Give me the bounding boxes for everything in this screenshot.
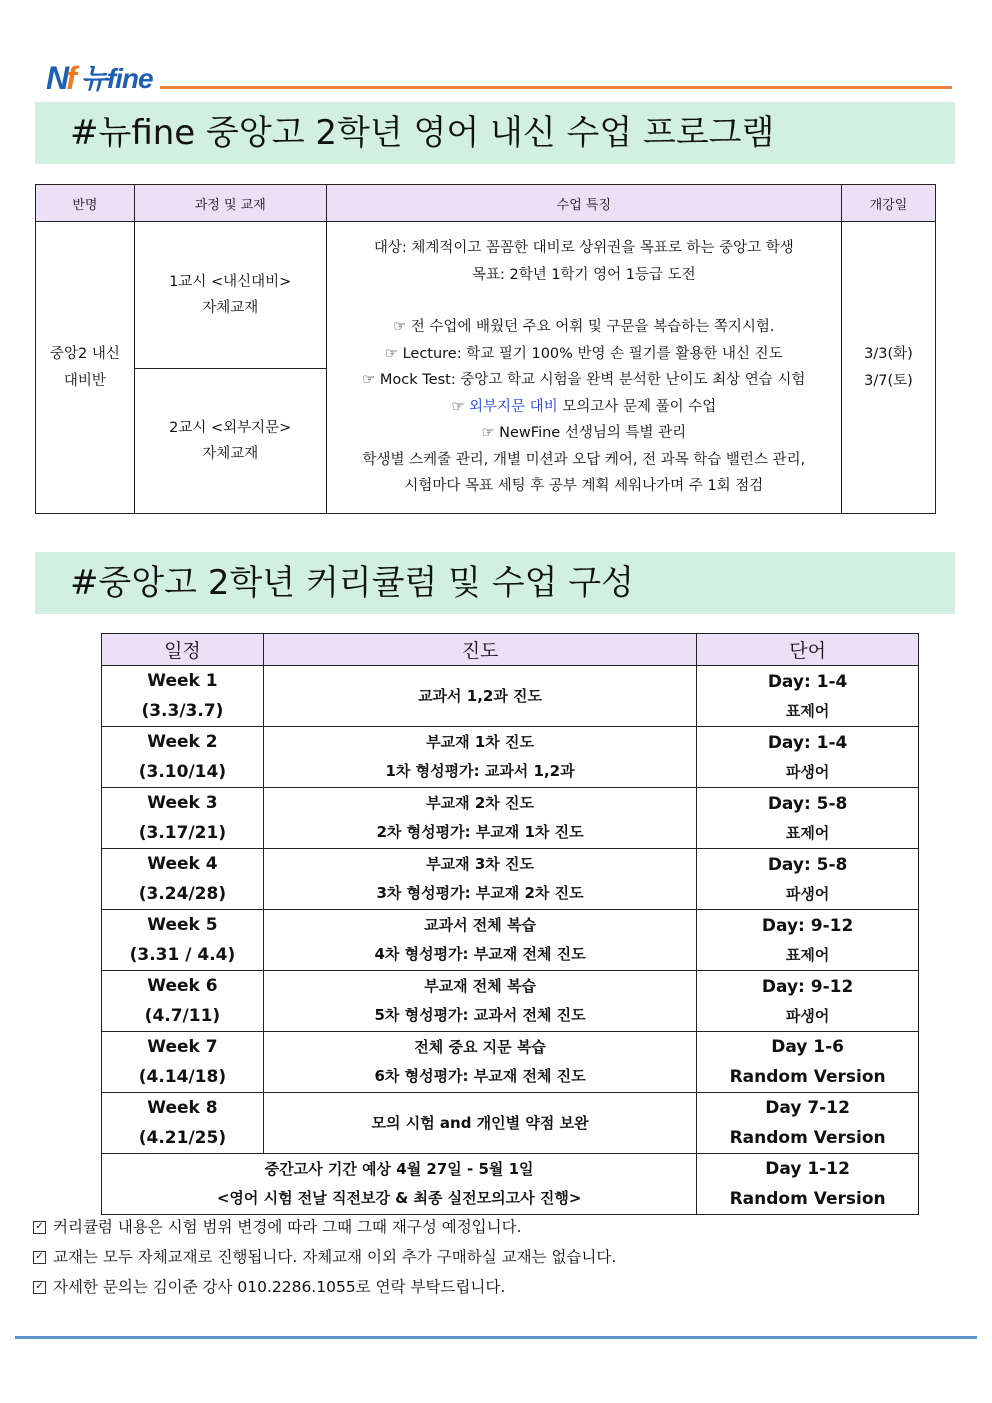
table-row: Week 5 (3.31 / 4.4) 교과서 전체 복습 4차 형성평가: 부교재 전체 진도 Day: 9-12 표제어 (102, 910, 919, 971)
footer-divider (15, 1336, 977, 1339)
curriculum-table-header (102, 634, 919, 666)
course-2-cell: 2교시 <외부지문> 자체교재 (134, 369, 326, 514)
table-row: Week 7 (4.14/18) 전체 중요 지문 복습 6차 형성평가: 부교재 전체 진도 Day 1-6 Random Version (102, 1032, 919, 1093)
table-row: Week 8 (4.21/25) 모의 시험 and 개인별 약점 보완 Day 7-12 Random Version (102, 1093, 919, 1154)
class-name-cell: 중앙2 내신 대비반 (36, 222, 135, 514)
course-1-cell: 1교시 <내신대비> 자체교재 (134, 222, 326, 369)
logo-text: 뉴fine (80, 63, 153, 94)
checkbox-icon: ✓ (33, 1221, 46, 1234)
logo (46, 60, 153, 94)
table-row: Week 1 (3.3/3.7) 교과서 1,2과 진도 Day: 1-4 표제어 (102, 666, 919, 727)
header-progress: 진도 (263, 634, 696, 666)
header-divider (160, 86, 952, 89)
table-row: Week 3 (3.17/21) 부교재 2차 진도 2차 형성평가: 부교재 1차 진도 Day: 5-8 표제어 (102, 788, 919, 849)
table-row: Week 4 (3.24/28) 부교재 3차 진도 3차 형성평가: 부교재 2차 진도 Day: 5-8 파생어 (102, 849, 919, 910)
list-item: ✓ 자세한 문의는 김이준 강사 010.2286.1055로 연락 부탁드립니다. (33, 1272, 616, 1302)
section-title-curriculum: #중앙고 2학년 커리큘럼 및 수업 구성 (35, 552, 955, 614)
program-table-header (36, 185, 936, 222)
header-schedule: 일정 (102, 634, 264, 666)
header-start-date: 개강일 (842, 185, 936, 222)
table-row-final: 중간고사 기간 예상 4월 27일 - 5월 1일 <영어 시험 전날 직전보강 & 최종 실전모의고사 진행> Day 1-12 Random Version (102, 1154, 919, 1215)
table-row: Week 2 (3.10/14) 부교재 1차 진도 1차 형성평가: 교과서 1,2과 Day: 1-4 파생어 (102, 727, 919, 788)
notes-list (33, 1212, 616, 1302)
section-title-program: #뉴fine 중앙고 2학년 영어 내신 수업 프로그램 (35, 102, 955, 164)
header-course: 과정 및 교재 (134, 185, 326, 222)
list-item: ✓ 커리큘럼 내용은 시험 범위 변경에 따라 그때 그때 재구성 예정입니다. (33, 1212, 616, 1242)
header-features: 수업 특징 (326, 185, 841, 222)
checkbox-icon: ✓ (33, 1281, 46, 1294)
curriculum-table (101, 633, 919, 1215)
table-row: Week 6 (4.7/11) 부교재 전체 복습 5차 형성평가: 교과서 전체 진도 Day: 9-12 파생어 (102, 971, 919, 1032)
checkbox-icon: ✓ (33, 1251, 46, 1264)
exam-period-cell: 중간고사 기간 예상 4월 27일 - 5월 1일 <영어 시험 전날 직전보강 & 최종 실전모의고사 진행> (102, 1154, 697, 1215)
list-item: ✓ 교재는 모두 자체교재로 진행됩니다. 자체교재 이외 추가 구매하실 교재는 없습니다. (33, 1242, 616, 1272)
program-table (35, 184, 936, 514)
logo-mark-n: N (46, 60, 67, 96)
header-class-name: 반명 (36, 185, 135, 222)
start-date-cell: 3/3(화) 3/7(토) (842, 222, 936, 514)
header-words: 단어 (697, 634, 919, 666)
logo-mark-f: f (66, 60, 77, 96)
feature-external-passage: ☞ 외부지문 대비 모의고사 문제 풀이 수업 (451, 398, 717, 415)
features-cell: 대상: 체계적이고 꼼꼼한 대비로 상위권을 목표로 하는 중앙고 학생 목표: 2학년 1학기 영어 1등급 도전 ☞ 전 수업에 배웠던 주요 어휘 및 구문을 복습하는 쪽지시험. ☞ Lecture: 학교 필기 100% 반영 손 필기를 활용한 내신 진도 ☞ Mock Test: 중앙고 학교 시험을 완벽 분석한 난이도 최상 연습 시험 ☞ 외부지문 대비 모의고사 문제 풀이 수업 ☞ NewFine 선생님의 특별 관리 학생별 스케줄 관리, 개별 미션과 오답 케어, 전 과목 학습 밸런스 관리, 시험마다 목표 세팅 후 공부 계획 세워나가며 주 1회 점검 (326, 222, 841, 514)
